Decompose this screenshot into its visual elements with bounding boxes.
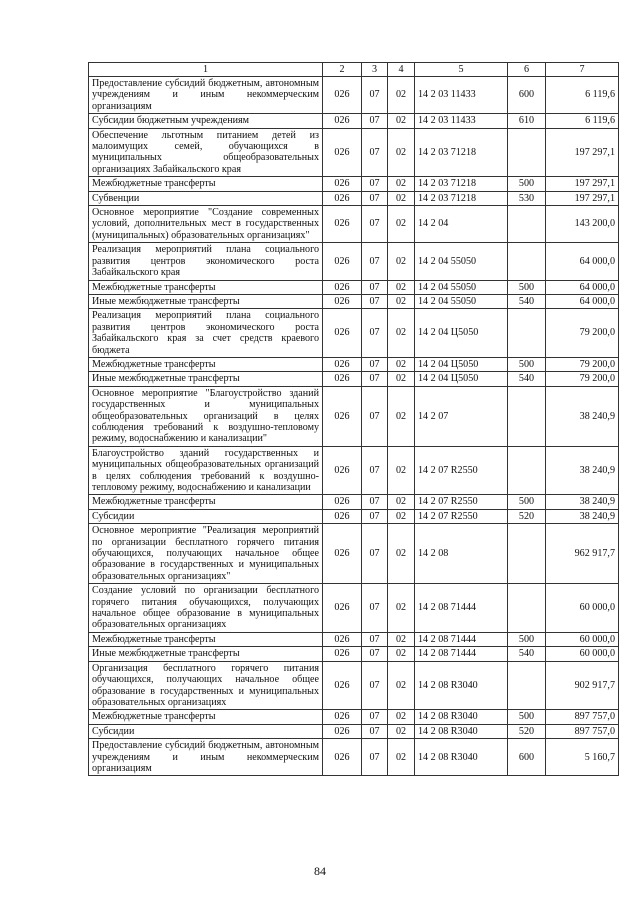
ministry-code-cell: 026 xyxy=(323,128,362,177)
section-cell: 07 xyxy=(362,584,388,633)
section-cell: 07 xyxy=(362,372,388,386)
ministry-code-cell: 026 xyxy=(323,584,362,633)
amount-cell: 60 000,0 xyxy=(546,647,619,661)
table-row xyxy=(89,724,619,738)
ministry-code-cell: 026 xyxy=(323,632,362,646)
table-row xyxy=(89,294,619,308)
amount-cell: 38 240,9 xyxy=(546,386,619,446)
expense-type-cell xyxy=(508,524,546,584)
amount-cell: 60 000,0 xyxy=(546,632,619,646)
expense-type-cell: 610 xyxy=(508,114,546,128)
expense-type-cell xyxy=(508,446,546,495)
target-article-cell: 14 2 03 71218 xyxy=(415,128,508,177)
col-header: 7 xyxy=(546,63,619,77)
expense-type-cell xyxy=(508,243,546,280)
ministry-code-cell: 026 xyxy=(323,177,362,191)
amount-cell: 79 200,0 xyxy=(546,357,619,371)
expense-type-cell xyxy=(508,661,546,710)
amount-cell: 64 000,0 xyxy=(546,280,619,294)
table-row xyxy=(89,524,619,584)
section-cell: 07 xyxy=(362,524,388,584)
expense-type-cell: 600 xyxy=(508,77,546,114)
item-name-cell: Основное мероприятие "Благоустройство зданий государственных и муниципальных общеобразовательных организаций в целях соблюдения требований к воздушно-тепловому режиму, водоснабжению и канализации" xyxy=(89,386,323,446)
ministry-code-cell: 026 xyxy=(323,114,362,128)
item-name-cell: Благоустройство зданий государственных и муниципальных общеобразовательных организаций в целях соблюдения требований к воздушно-тепловому режиму, водоснабжению и канализации xyxy=(89,446,323,495)
target-article-cell: 14 2 04 55050 xyxy=(415,294,508,308)
subsection-cell: 02 xyxy=(388,724,415,738)
amount-cell: 38 240,9 xyxy=(546,446,619,495)
subsection-cell: 02 xyxy=(388,114,415,128)
ministry-code-cell: 026 xyxy=(323,206,362,243)
ministry-code-cell: 026 xyxy=(323,524,362,584)
ministry-code-cell: 026 xyxy=(323,386,362,446)
item-name-cell: Иные межбюджетные трансферты xyxy=(89,647,323,661)
item-name-cell: Иные межбюджетные трансферты xyxy=(89,294,323,308)
ministry-code-cell: 026 xyxy=(323,280,362,294)
table-row xyxy=(89,191,619,205)
subsection-cell: 02 xyxy=(388,372,415,386)
section-cell: 07 xyxy=(362,114,388,128)
item-name-cell: Основное мероприятие "Реализация мероприятий по организации бесплатного горячего питания обучающихся, получающих начальное общее образование в государственных и муниципальных образовательных организациях" xyxy=(89,524,323,584)
amount-cell: 79 200,0 xyxy=(546,372,619,386)
section-cell: 07 xyxy=(362,243,388,280)
section-cell: 07 xyxy=(362,77,388,114)
table-row xyxy=(89,661,619,710)
item-name-cell: Субсидии xyxy=(89,509,323,523)
col-header: 5 xyxy=(415,63,508,77)
section-cell: 07 xyxy=(362,495,388,509)
item-name-cell: Реализация мероприятий плана социального развития центров экономического роста Забайкальского края за счет средств краевого бюджета xyxy=(89,309,323,358)
target-article-cell: 14 2 03 71218 xyxy=(415,177,508,191)
subsection-cell: 02 xyxy=(388,280,415,294)
subsection-cell: 02 xyxy=(388,243,415,280)
col-header: 6 xyxy=(508,63,546,77)
table-row xyxy=(89,386,619,446)
amount-cell: 897 757,0 xyxy=(546,724,619,738)
amount-cell: 197 297,1 xyxy=(546,177,619,191)
section-cell: 07 xyxy=(362,309,388,358)
subsection-cell: 02 xyxy=(388,357,415,371)
expense-type-cell xyxy=(508,128,546,177)
subsection-cell: 02 xyxy=(388,446,415,495)
item-name-cell: Предоставление субсидий бюджетным, автономным учреждениям и иным некоммерческим организациям xyxy=(89,739,323,776)
ministry-code-cell: 026 xyxy=(323,710,362,724)
budget-table xyxy=(88,62,619,776)
item-name-cell: Субсидии xyxy=(89,724,323,738)
section-cell: 07 xyxy=(362,280,388,294)
section-cell: 07 xyxy=(362,710,388,724)
subsection-cell: 02 xyxy=(388,495,415,509)
expense-type-cell: 500 xyxy=(508,632,546,646)
amount-cell: 6 119,6 xyxy=(546,114,619,128)
amount-cell: 6 119,6 xyxy=(546,77,619,114)
item-name-cell: Субвенции xyxy=(89,191,323,205)
col-header: 2 xyxy=(323,63,362,77)
ministry-code-cell: 026 xyxy=(323,495,362,509)
item-name-cell: Межбюджетные трансферты xyxy=(89,495,323,509)
item-name-cell: Основное мероприятие "Создание современных условий, дополнительных мест в государственных (муниципальных) образовательных организациях" xyxy=(89,206,323,243)
col-header: 3 xyxy=(362,63,388,77)
ministry-code-cell: 026 xyxy=(323,309,362,358)
table-row xyxy=(89,77,619,114)
section-cell: 07 xyxy=(362,177,388,191)
ministry-code-cell: 026 xyxy=(323,739,362,776)
amount-cell: 197 297,1 xyxy=(546,191,619,205)
ministry-code-cell: 026 xyxy=(323,243,362,280)
item-name-cell: Межбюджетные трансферты xyxy=(89,710,323,724)
amount-cell: 60 000,0 xyxy=(546,584,619,633)
ministry-code-cell: 026 xyxy=(323,294,362,308)
ministry-code-cell: 026 xyxy=(323,357,362,371)
item-name-cell: Иные межбюджетные трансферты xyxy=(89,372,323,386)
table-row xyxy=(89,446,619,495)
ministry-code-cell: 026 xyxy=(323,446,362,495)
expense-type-cell: 530 xyxy=(508,191,546,205)
expense-type-cell: 500 xyxy=(508,177,546,191)
amount-cell: 64 000,0 xyxy=(546,294,619,308)
ministry-code-cell: 026 xyxy=(323,647,362,661)
target-article-cell: 14 2 07 R2550 xyxy=(415,509,508,523)
section-cell: 07 xyxy=(362,128,388,177)
item-name-cell: Межбюджетные трансферты xyxy=(89,177,323,191)
amount-cell: 38 240,9 xyxy=(546,509,619,523)
expense-type-cell: 520 xyxy=(508,724,546,738)
expense-type-cell: 500 xyxy=(508,495,546,509)
subsection-cell: 02 xyxy=(388,386,415,446)
table-row xyxy=(89,206,619,243)
subsection-cell: 02 xyxy=(388,710,415,724)
target-article-cell: 14 2 04 Ц5050 xyxy=(415,372,508,386)
item-name-cell: Межбюджетные трансферты xyxy=(89,357,323,371)
ministry-code-cell: 026 xyxy=(323,191,362,205)
table-row xyxy=(89,739,619,776)
ministry-code-cell: 026 xyxy=(323,372,362,386)
expense-type-cell: 500 xyxy=(508,357,546,371)
section-cell: 07 xyxy=(362,191,388,205)
expense-type-cell: 500 xyxy=(508,710,546,724)
expense-type-cell: 540 xyxy=(508,647,546,661)
amount-cell: 143 200,0 xyxy=(546,206,619,243)
section-cell: 07 xyxy=(362,357,388,371)
target-article-cell: 14 2 04 Ц5050 xyxy=(415,357,508,371)
table-row xyxy=(89,632,619,646)
amount-cell: 897 757,0 xyxy=(546,710,619,724)
item-name-cell: Предоставление субсидий бюджетным, автономным учреждениям и иным некоммерческим организациям xyxy=(89,77,323,114)
section-cell: 07 xyxy=(362,739,388,776)
amount-cell: 5 160,7 xyxy=(546,739,619,776)
target-article-cell: 14 2 08 xyxy=(415,524,508,584)
item-name-cell: Межбюджетные трансферты xyxy=(89,632,323,646)
target-article-cell: 14 2 04 55050 xyxy=(415,243,508,280)
subsection-cell: 02 xyxy=(388,191,415,205)
table-row xyxy=(89,243,619,280)
subsection-cell: 02 xyxy=(388,309,415,358)
subsection-cell: 02 xyxy=(388,294,415,308)
subsection-cell: 02 xyxy=(388,661,415,710)
ministry-code-cell: 026 xyxy=(323,724,362,738)
section-cell: 07 xyxy=(362,386,388,446)
subsection-cell: 02 xyxy=(388,509,415,523)
table-row xyxy=(89,372,619,386)
expense-type-cell xyxy=(508,386,546,446)
section-cell: 07 xyxy=(362,446,388,495)
table-row xyxy=(89,280,619,294)
expense-type-cell xyxy=(508,584,546,633)
item-name-cell: Реализация мероприятий плана социального развития центров экономического роста Забайкальского края xyxy=(89,243,323,280)
item-name-cell: Организация бесплатного горячего питания обучающихся, получающих начальное общее образование в государственных и муниципальных образовательных организациях xyxy=(89,661,323,710)
expense-type-cell: 500 xyxy=(508,280,546,294)
section-cell: 07 xyxy=(362,632,388,646)
col-header: 1 xyxy=(89,63,323,77)
item-name-cell: Обеспечение льготным питанием детей из малоимущих семей, обучающихся в муниципальных общеобразовательных организациях Забайкальского края xyxy=(89,128,323,177)
target-article-cell: 14 2 08 71444 xyxy=(415,584,508,633)
amount-cell: 64 000,0 xyxy=(546,243,619,280)
target-article-cell: 14 2 04 xyxy=(415,206,508,243)
subsection-cell: 02 xyxy=(388,584,415,633)
target-article-cell: 14 2 04 55050 xyxy=(415,280,508,294)
table-row xyxy=(89,647,619,661)
target-article-cell: 14 2 03 71218 xyxy=(415,191,508,205)
ministry-code-cell: 026 xyxy=(323,509,362,523)
header-row xyxy=(89,63,619,77)
col-header: 4 xyxy=(388,63,415,77)
amount-cell: 79 200,0 xyxy=(546,309,619,358)
target-article-cell: 14 2 07 R2550 xyxy=(415,446,508,495)
table-row xyxy=(89,357,619,371)
amount-cell: 902 917,7 xyxy=(546,661,619,710)
subsection-cell: 02 xyxy=(388,177,415,191)
ministry-code-cell: 026 xyxy=(323,77,362,114)
table-row xyxy=(89,495,619,509)
expense-type-cell xyxy=(508,206,546,243)
table-row xyxy=(89,710,619,724)
page-number: 84 xyxy=(314,864,326,878)
section-cell: 07 xyxy=(362,724,388,738)
section-cell: 07 xyxy=(362,294,388,308)
subsection-cell: 02 xyxy=(388,77,415,114)
target-article-cell: 14 2 08 R3040 xyxy=(415,661,508,710)
expense-type-cell: 600 xyxy=(508,739,546,776)
table-row xyxy=(89,128,619,177)
amount-cell: 38 240,9 xyxy=(546,495,619,509)
subsection-cell: 02 xyxy=(388,647,415,661)
subsection-cell: 02 xyxy=(388,206,415,243)
section-cell: 07 xyxy=(362,661,388,710)
section-cell: 07 xyxy=(362,509,388,523)
item-name-cell: Межбюджетные трансферты xyxy=(89,280,323,294)
item-name-cell: Создание условий по организации бесплатного горячего питания обучающихся, получающих начальное общее образование в муниципальных образовательных организациях xyxy=(89,584,323,633)
target-article-cell: 14 2 07 xyxy=(415,386,508,446)
target-article-cell: 14 2 04 Ц5050 xyxy=(415,309,508,358)
table-row xyxy=(89,584,619,633)
target-article-cell: 14 2 03 11433 xyxy=(415,114,508,128)
amount-cell: 197 297,1 xyxy=(546,128,619,177)
expense-type-cell xyxy=(508,309,546,358)
table-row xyxy=(89,114,619,128)
target-article-cell: 14 2 08 71444 xyxy=(415,632,508,646)
table-row xyxy=(89,177,619,191)
section-cell: 07 xyxy=(362,647,388,661)
target-article-cell: 14 2 08 R3040 xyxy=(415,739,508,776)
target-article-cell: 14 2 07 R2550 xyxy=(415,495,508,509)
expense-type-cell: 540 xyxy=(508,294,546,308)
table-row xyxy=(89,509,619,523)
section-cell: 07 xyxy=(362,206,388,243)
subsection-cell: 02 xyxy=(388,632,415,646)
expense-type-cell: 540 xyxy=(508,372,546,386)
subsection-cell: 02 xyxy=(388,128,415,177)
table-row xyxy=(89,309,619,358)
ministry-code-cell: 026 xyxy=(323,661,362,710)
target-article-cell: 14 2 08 71444 xyxy=(415,647,508,661)
expense-type-cell: 520 xyxy=(508,509,546,523)
subsection-cell: 02 xyxy=(388,739,415,776)
amount-cell: 962 917,7 xyxy=(546,524,619,584)
target-article-cell: 14 2 08 R3040 xyxy=(415,710,508,724)
item-name-cell: Субсидии бюджетным учреждениям xyxy=(89,114,323,128)
target-article-cell: 14 2 08 R3040 xyxy=(415,724,508,738)
target-article-cell: 14 2 03 11433 xyxy=(415,77,508,114)
subsection-cell: 02 xyxy=(388,524,415,584)
